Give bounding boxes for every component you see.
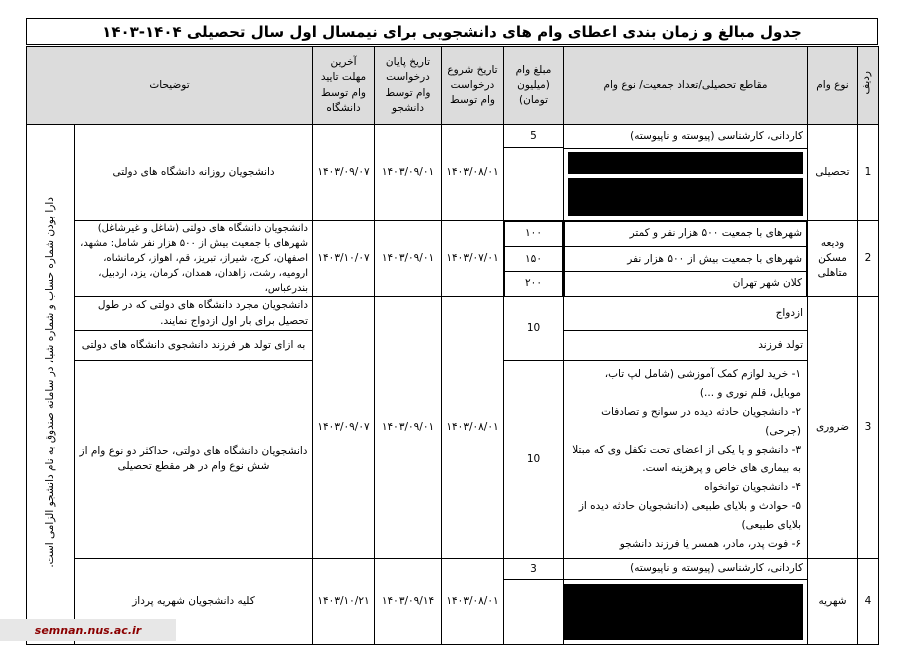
loan-amount: 10 [504, 297, 564, 361]
header-start-date: تاریخ شروع درخواست وام توسط [442, 47, 504, 125]
amount-cell [504, 125, 564, 221]
loan-type: شهریه [808, 558, 858, 644]
site-watermark: semnan.nus.ac.ir [0, 619, 176, 641]
loan-amount: ۱۵۰ [505, 247, 563, 272]
section-list [564, 361, 808, 559]
list-item: ۶- فوت پدر، مادر، همسر یا فرزند دانشجو [619, 538, 802, 551]
deadline-date: ۱۴۰۳/۱۰/۲۱ [313, 558, 375, 644]
table-row [27, 125, 879, 221]
section-text: تولد فرزند [564, 331, 808, 361]
section-text: کاردانی، کارشناسی (پیوسته و ناپیوسته) [564, 559, 807, 580]
header-deadline: آخرین مهلت تایید وام توسط دانشگاه [313, 47, 375, 125]
row-number: 4 [858, 558, 879, 644]
end-date: ۱۴۰۳/۰۹/۰۱ [375, 297, 442, 559]
header-end-date: تاریخ پایان درخواست وام توسط دانشجو [375, 47, 442, 125]
deadline-date: ۱۴۰۳/۰۹/۰۷ [313, 297, 375, 559]
header-row-no: ردیف [858, 47, 879, 125]
row-number: 1 [858, 125, 879, 221]
row-number: 3 [858, 297, 879, 559]
deadline-date: ۱۴۰۳/۰۹/۰۷ [313, 125, 375, 221]
page-title: جدول مبالغ و زمان بندی اعطای وام های دانشجویی برای نیمسال اول سال تحصیلی ۱۴۰۴-۱۴۰۳ [26, 18, 878, 45]
loan-amount: 3 [504, 559, 563, 580]
section-cell [564, 221, 808, 297]
note-text: به ازای تولد هر فرزند دانشجوی دانشگاه های دولتی [75, 331, 313, 361]
section-text: شهرهای با جمعیت بیش از ۵۰۰ هزار نفر [565, 247, 807, 272]
note-text: دانشجویان مجرد دانشگاه های دولتی که در طول تحصیل برای بار اول ازدواج نمایند. [75, 297, 313, 331]
loan-amount: ۱۰۰ [505, 222, 563, 247]
amount-cell [504, 221, 564, 297]
note-text: دانشجویان روزانه دانشگاه های دولتی [75, 125, 313, 221]
list-item: ۴- دانشجویان توانخواه [704, 481, 802, 494]
list-item: ۱- خرید لوازم کمک آموزشی (شامل لپ تاب، موبایل، قلم نوری و ...) [604, 368, 802, 399]
side-note: دارا بودن شماره حساب و شماره شبا، در سامانه صندوق به نام دانشجو الزامی است. [27, 125, 75, 645]
section-text: ازدواج [564, 297, 808, 331]
header-row [27, 47, 879, 125]
note-text: دانشجویان دانشگاه های دولتی، حداکثر دو نوع وام از شش نوع وام در هر مقطع تحصیلی [75, 361, 313, 559]
section-cell [564, 125, 808, 221]
list-item: ۵- حوادث و بلایای طبیعی (دانشجویان حادثه دیده از بلایای طبیعی) [578, 500, 802, 532]
loan-amount: 10 [504, 361, 564, 559]
end-date: ۱۴۰۳/۰۹/۱۴ [375, 558, 442, 644]
list-item: ۳- دانشجو و یا یکی از اعضای تحت تکفل وی که مبتلا به بیماری های خاص و پرهزینه است. [572, 443, 802, 475]
table-row [27, 221, 879, 297]
end-date: ۱۴۰۳/۰۹/۰۱ [375, 125, 442, 221]
header-notes: توضیحات [27, 47, 313, 125]
loan-amount: ۲۰۰ [505, 272, 563, 296]
header-loan-type: نوع وام [808, 47, 858, 125]
amount-cell [504, 558, 564, 644]
section-text: شهرهای با جمعیت ۵۰۰ هزار نفر و کمتر [565, 222, 807, 247]
note-text: کلیه دانشجویان شهریه پرداز [75, 558, 313, 644]
start-date: ۱۴۰۳/۰۸/۰۱ [442, 297, 504, 559]
header-sections: مقاطع تحصیلی/تعداد جمعیت/ نوع وام [564, 47, 808, 125]
header-amount: مبلغ وام (میلیون تومان) [504, 47, 564, 125]
note-text: دانشجویان دانشگاه های دولتی (شاغل و غیرشاغل) شهرهای با جمعیت بیش از ۵۰۰ هزار نفر شامل: مشهد، اصفهان، کرج، شیراز، تبریز، قم، اهواز، کرمانشاه، ارومیه، رشت، زاهدان، همدان، کرمان، یزد، اردبیل، بندرعباس، [75, 221, 313, 297]
redacted-block [568, 178, 803, 216]
deadline-date: ۱۴۰۳/۱۰/۰۷ [313, 221, 375, 297]
loan-amount: 5 [504, 125, 563, 148]
table-row [27, 297, 879, 331]
row-number: 2 [858, 221, 879, 297]
loan-type: تحصیلی [808, 125, 858, 221]
end-date: ۱۴۰۳/۰۹/۰۱ [375, 221, 442, 297]
redacted-block [564, 584, 804, 640]
loan-type: ضروری [808, 297, 858, 559]
redacted-block [568, 152, 803, 174]
start-date: ۱۴۰۳/۰۸/۰۱ [442, 125, 504, 221]
section-cell [564, 558, 808, 644]
start-date: ۱۴۰۳/۰۷/۰۱ [442, 221, 504, 297]
section-text: کاردانی، کارشناسی (پیوسته و ناپیوسته) [564, 126, 807, 149]
loan-table [26, 46, 879, 645]
list-item: ۲- دانشجویان حادثه دیده در سوانح و تصادفات (جرحی) [601, 405, 802, 437]
loan-type: ودیعه مسکن متاهلی [808, 221, 858, 297]
start-date: ۱۴۰۳/۰۸/۰۱ [442, 558, 504, 644]
section-text: کلان شهر تهران [565, 272, 807, 296]
